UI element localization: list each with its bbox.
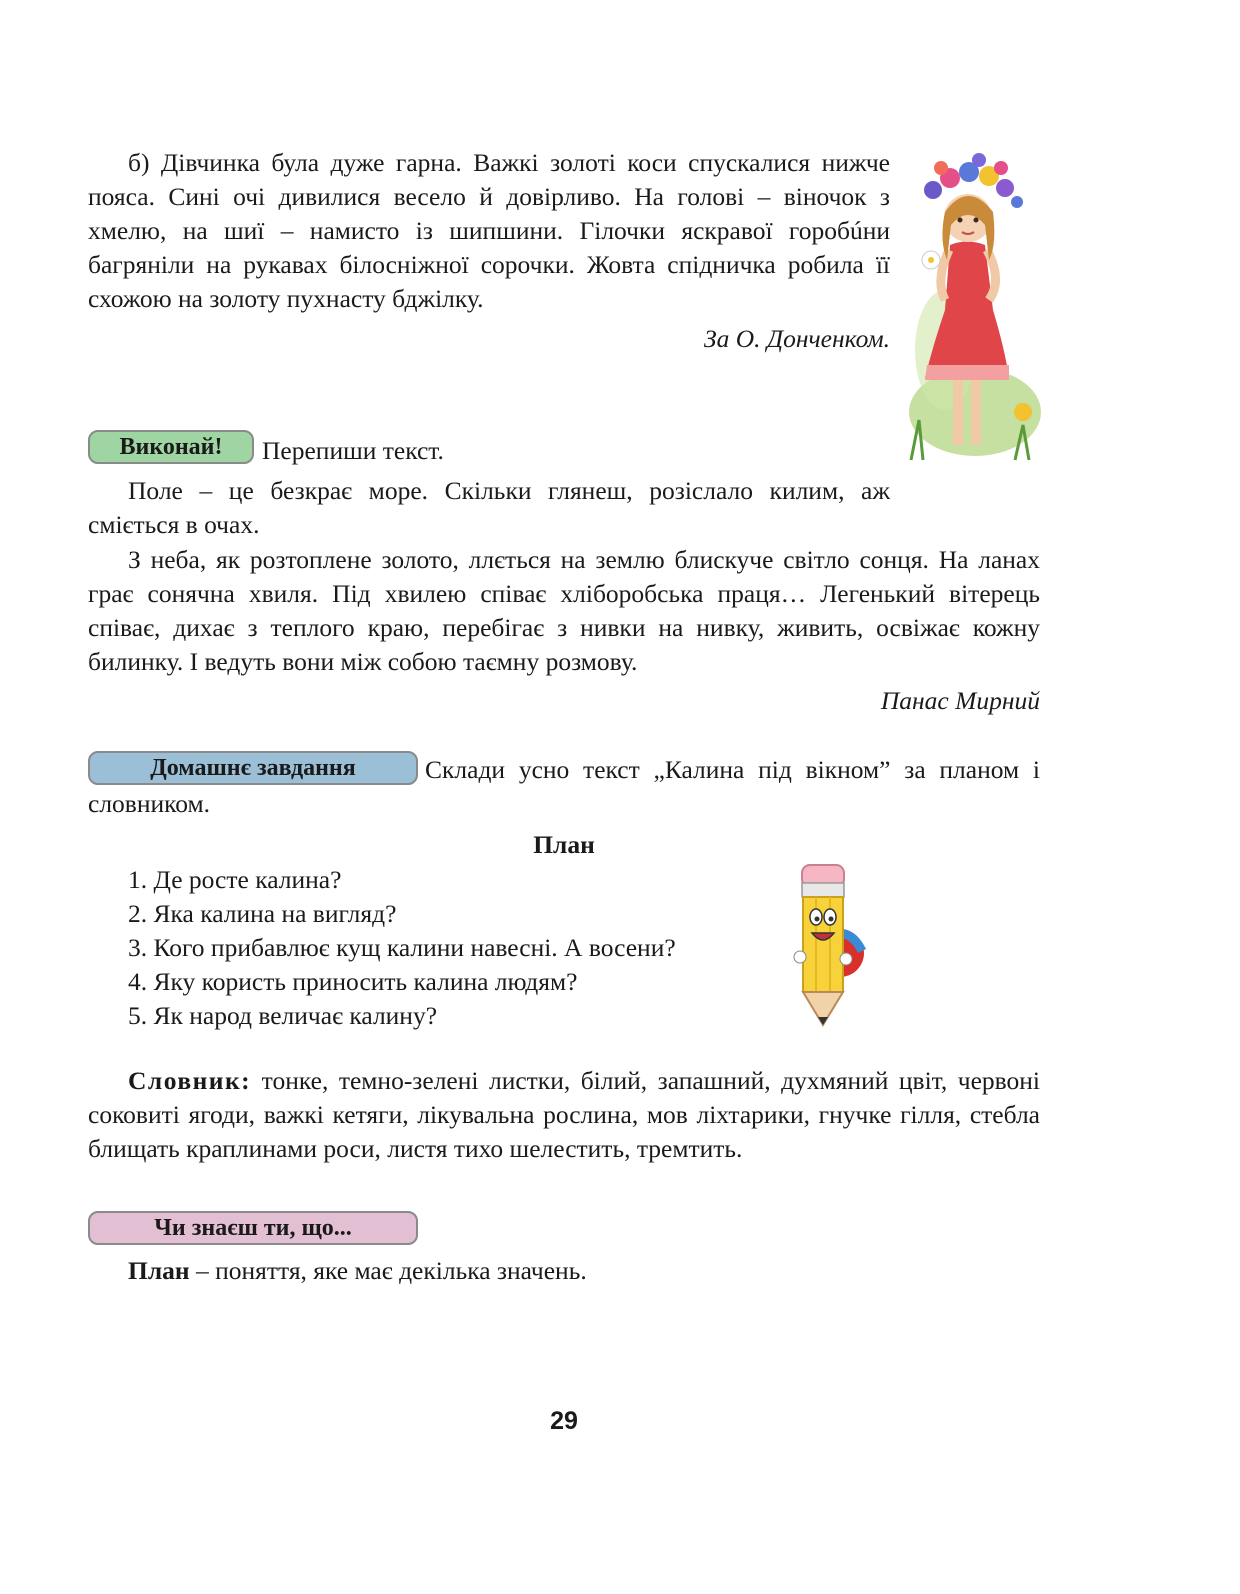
task-signature: Панас Мирний	[880, 686, 1040, 715]
did-you-know-text	[88, 1254, 1040, 1288]
dictionary-paragraph	[88, 1064, 1040, 1166]
task-instruction: Перепиши текст.	[262, 436, 444, 465]
did-you-know-badge: Чи знаєш ти, що...	[88, 1211, 418, 1245]
did-you-know-term: План	[128, 1256, 190, 1285]
plan-item: 3. Кого прибавлює кущ калини навесні. А восени?	[128, 933, 676, 962]
plan-item: 4. Яку користь приносить калина людям?	[128, 967, 578, 996]
homework-badge: Домашнє завдання	[88, 751, 418, 785]
plan-list	[128, 863, 788, 1033]
task-paragraph-2: З неба, як розтоплене золото, ллється на землю блискуче світло сонця. На ланах грає сонячна хвиля. Під хвилею співає хліборобська праця… Легенький вітерець співає, дихає з теплого краю, перебігає з нивки на нивку, живить, освіжає кожну билинку. І ведуть вони між собою таємну розмову.	[88, 545, 1040, 676]
dictionary-label: Словник:	[128, 1066, 252, 1095]
pencil-mascot-illustration	[788, 855, 868, 1030]
did-you-know-definition: – поняття, яке має декілька значень.	[189, 1256, 587, 1285]
plan-title: План	[533, 830, 595, 859]
task-badge: Виконай!	[88, 430, 254, 464]
plan-item: 1. Де росте калина?	[128, 865, 342, 894]
passage-b-signature: За О. Донченком.	[703, 324, 890, 353]
task-paragraph-1: Поле – це безкрає море. Скільки глянеш, розіслало килим, аж сміється в очах.	[88, 476, 890, 539]
plan-item: 2. Яка калина на вигляд?	[128, 899, 397, 928]
dictionary-text: тонке, темно-зелені листки, білий, запашний, духмяний цвіт, червоні соковиті ягоди, важкі кетяги, лікувальна рослина, мов ліхтарики, гнучке гілля, стебла блищать краплинами роси, листя тихо шелестить, тремтить.	[88, 1066, 1040, 1163]
homework-instruction: Склади усно текст „Калина під вікном” за планом і словником.	[88, 755, 1040, 818]
girl-in-wreath-illustration	[905, 150, 1045, 465]
passage-b-text: б) Дівчинка була дуже гарна. Важкі золоті коси спускалися нижче пояса. Сині очі дивилися весело й довірливо. На голові – віночок з хмелю, на шиї – намисто із шипшини. Гілочки яскравої горобúни багряніли на рукавах білосніжної сорочки. Жовта спідничка робила її схожою на золоту пухнасту бджілку.	[88, 148, 890, 313]
page-number: 29	[550, 1407, 578, 1435]
plan-item: 5. Як народ величає калину?	[128, 1001, 438, 1030]
